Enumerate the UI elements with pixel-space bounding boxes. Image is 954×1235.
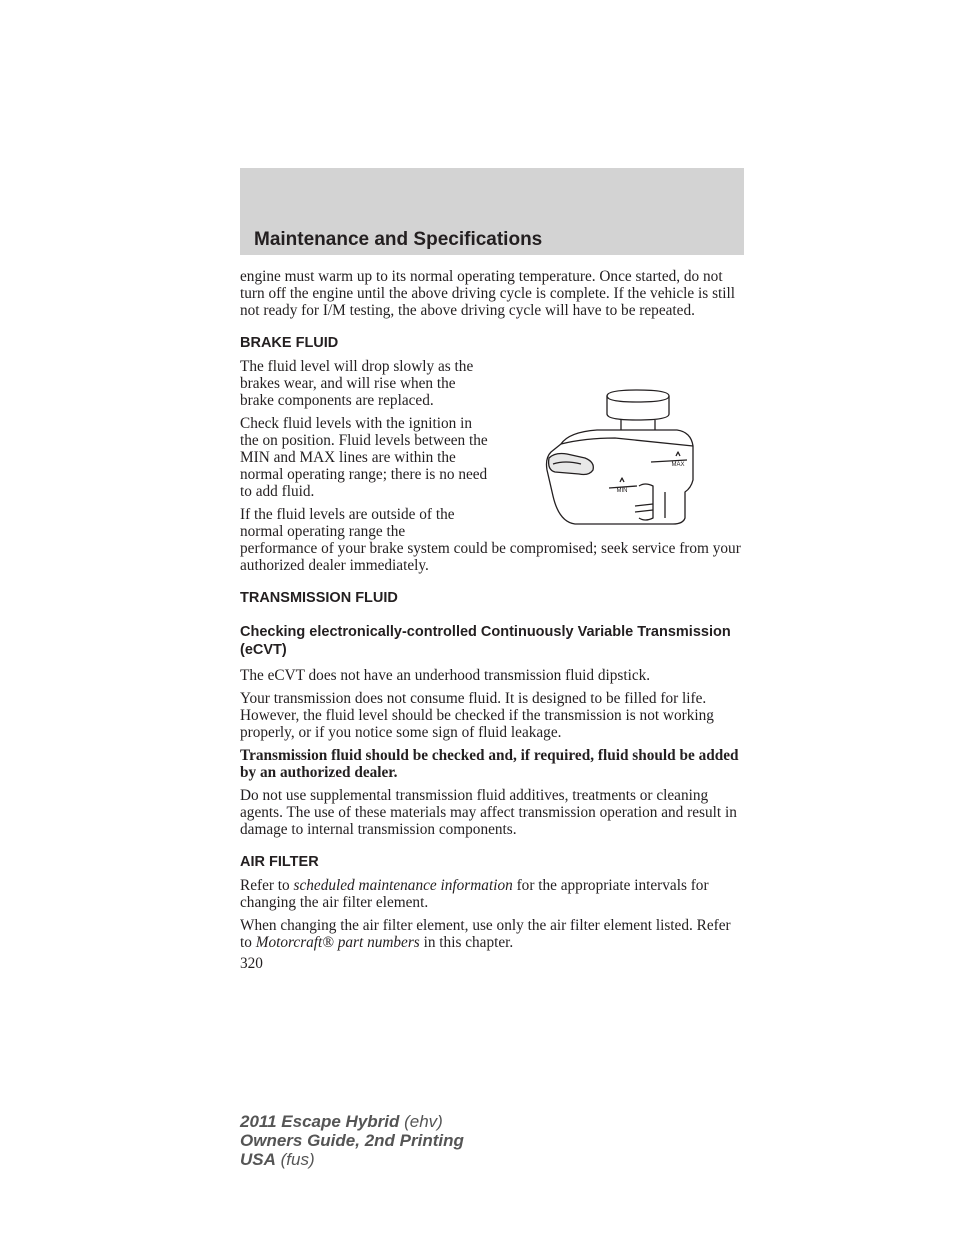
brake-fluid-paragraph-1: The fluid level will drop slowly as the brakes wear, and will rise when the brake components are replaced. — [240, 358, 474, 409]
brake-fluid-paragraph-3a: If the fluid levels are outside of the normal operating range the — [240, 506, 455, 540]
brake-fluid-paragraph-2: Check fluid levels with the ignition in the on position. Fluid levels between the MIN and MAX lines are within the normal operating range; there is no need to add fluid. — [240, 415, 488, 500]
document-footer — [240, 1112, 464, 1169]
brake-fluid-heading: BRAKE FLUID — [240, 335, 339, 351]
transmission-fluid-heading: TRANSMISSION FLUID — [240, 590, 398, 606]
footer-line-3: USA (fus) — [240, 1150, 315, 1169]
footer-line-2: Owners Guide, 2nd Printing — [240, 1131, 464, 1150]
ecvt-subheading: Checking electronically-controlled Continuously Variable Transmission (eCVT) — [240, 624, 731, 658]
footer-line-1: 2011 Escape Hybrid (ehv) — [240, 1112, 443, 1131]
max-level-label: MAX — [671, 462, 685, 468]
brake-fluid-reservoir-illustration — [545, 386, 699, 526]
transmission-paragraph-4: Do not use supplemental transmission fluid additives, treatments or cleaning agents. The use of these materials may affect transmission operation and result in damage to internal transmission components. — [240, 787, 737, 838]
transmission-paragraph-1: The eCVT does not have an underhood transmission fluid dipstick. — [240, 667, 651, 684]
page-content — [240, 268, 744, 972]
section-title: Maintenance and Specifications — [254, 229, 543, 250]
transmission-paragraph-2: Your transmission does not consume fluid. It is designed to be filled for life. However, the fluid level should be checked if the transmission is not working properly, or if you notice some sign of fluid leakage. — [240, 690, 714, 741]
intro-paragraph: engine must warm up to its normal operating temperature. Once started, do not turn off the engine until the above driving cycle is complete. If the vehicle is still not ready for I/M testing, the above driving cycle will have to be repeated. — [240, 268, 736, 319]
scheduled-maintenance-reference: scheduled maintenance information — [293, 877, 513, 894]
transmission-warning: Transmission fluid should be checked and, if required, fluid should be added by an authorized dealer. — [240, 747, 739, 781]
air-filter-paragraph-2: When changing the air filter element, use only the air filter element listed. Refer to Motorcraft® part numbers in this chapter. — [240, 917, 731, 951]
brake-fluid-paragraph-3b: performance of your brake system could be compromised; seek service from your authorized dealer immediately. — [240, 540, 741, 574]
min-level-label: MIN — [616, 488, 628, 494]
page-number: 320 — [240, 955, 263, 972]
section-header-band — [240, 168, 744, 255]
motorcraft-part-numbers-reference: Motorcraft® part numbers — [255, 934, 420, 951]
air-filter-paragraph-1: Refer to scheduled maintenance information for the appropriate intervals for changing the air filter element. — [240, 877, 709, 911]
air-filter-heading: AIR FILTER — [240, 854, 319, 870]
